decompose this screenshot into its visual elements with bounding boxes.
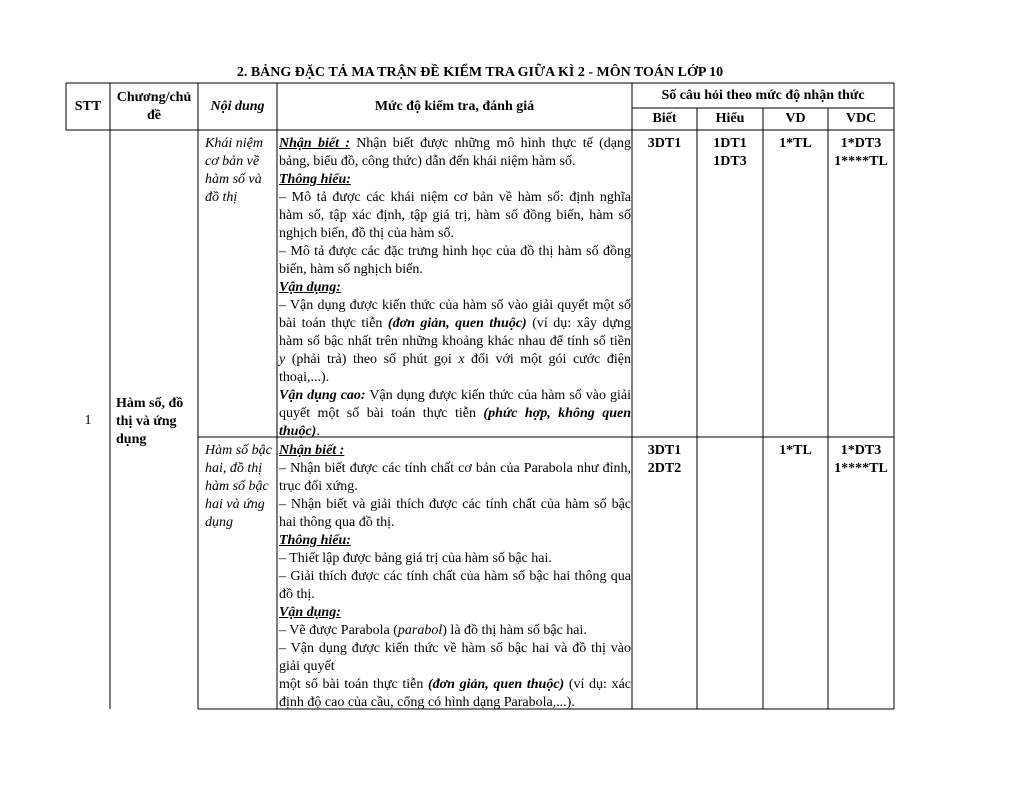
count-value: 1****TL [834,461,888,476]
count-value: 1DT1 [713,136,747,151]
count-hieu [697,135,763,171]
emphasis-text: (đơn giản, quen thuộc) [428,677,565,692]
description-text: ) là đồ thị hàm số bậc hai. [442,623,587,638]
description-text: – Nhận biết được các tính chất cơ bản của Parabola như đỉnh, trục đối xứng. [279,461,631,494]
row-stt: 1 [84,413,92,428]
description-text: – Vận dụng được kiến thức của hàm số vào giải quyết một số bài toán thực tiễn [279,298,631,331]
header-stt: STT [74,98,102,114]
description-text: – Vẽ được Parabola ( [279,623,398,638]
level-label-van-dung: Vận dụng: [279,280,341,295]
description-text: – Vận dụng được kiến thức về hàm số bậc hai và đồ thị vào giải quyết [279,641,631,674]
count-value: 1****TL [834,154,888,169]
count-value: 1DT3 [713,154,747,169]
header-biet: Biết [652,111,677,126]
count-value: 3DT1 [647,136,682,151]
count-value: 3DT1 [647,443,682,458]
page-title: 2. BẢNG ĐẶC TẢ MA TRẬN ĐỀ KIỂM TRA GIỮA KÌ 2 - MÔN TOÁN LỚP 10 [236,65,724,80]
topic-description [279,135,631,441]
level-label-nhan-biet: Nhận biết : [279,443,345,458]
header-level: Mức độ kiểm tra, đánh giá [374,98,535,114]
count-vd [763,442,828,460]
description-text: . [316,424,320,439]
count-value: 1*DT3 [840,136,882,151]
count-biet [632,442,697,478]
level-label-nhan-biet: Nhận biết : [279,136,350,151]
description-text: Nhận biết được những mô hình thực tế (dạng bảng, biểu đồ, công thức) dẫn đến khái niệm hàm số. [279,136,631,169]
header-count-group: Số câu hỏi theo mức độ nhận thức [661,87,865,103]
header-hieu: Hiểu [715,111,745,126]
variable-text: y [279,352,286,367]
count-value: 2DT2 [647,461,682,476]
description-text: – Giải thích được các tính chất của hàm số bậc hai thông qua đồ thị. [279,569,631,602]
variable-text: parabol [397,623,443,638]
topic-name: Khái niệm cơ bản về hàm số và đồ thị [205,136,263,205]
description-text: – Thiết lập được bảng giá trị của hàm số bậc hai. [279,551,552,566]
variable-text: x [458,352,465,367]
level-label-thong-hieu: Thông hiểu: [279,172,351,187]
count-vd [763,135,828,153]
topic-name: Hàm số bậc hai, đồ thị hàm số bậc hai và ứng dụng [205,443,272,530]
header-vd: VD [785,111,806,126]
description-text: (ví dụ: xác định độ cao của cầu, cổng có hình dạng Parabola,...). [279,677,632,710]
count-vdc [828,135,894,171]
level-label-van-dung-cao: Vận dụng cao: [279,388,366,403]
emphasis-text: (đơn giản, quen thuộc) [387,316,527,331]
count-value: 1*TL [779,443,812,458]
level-label-van-dung: Vận dụng: [279,605,341,620]
row-chapter: Hàm số, đồ thị và ứng dụng [116,396,184,447]
description-text: – Nhận biết và giải thích được các tính chất của hàm số bậc hai thông qua đồ thị. [279,497,631,530]
count-biet [632,135,697,153]
emphasis-text: (phức hợp, không quen thuộc) [279,406,631,439]
description-text: (phải trả) theo số phút gọi [285,352,459,367]
description-text: – Mô tả được các khái niệm cơ bản về hàm số: định nghĩa hàm số, tập xác định, tập giá trị, hàm số đồng biến, hàm số nghịch biến, đồ thị của hàm số. [279,190,631,241]
description-text: – Mô tả được các đặc trưng hình học của đồ thị hàm số đồng biến, hàm số nghịch biến. [279,244,631,277]
level-label-thong-hieu: Thông hiểu: [279,533,351,548]
description-text: một số bài toán thực tiễn [279,677,428,692]
header-content: Nội dung [210,98,265,114]
count-vdc [828,442,894,478]
count-value: 1*TL [779,136,812,151]
header-chapter: Chương/chủ đề [116,89,192,123]
header-vdc: VDC [845,111,877,126]
description-text: Vận dụng được kiến thức của hàm số vào giải quyết một số bài toán thực tiễn [279,388,631,421]
count-value: 1*DT3 [840,443,882,458]
description-text: đối với một gói cước điện thoại,...). [279,352,631,385]
description-text: (ví dụ: xây dựng hàm số bậc nhất trên những khoảng khác nhau để tính số tiền [279,316,631,349]
topic-description [279,442,631,712]
